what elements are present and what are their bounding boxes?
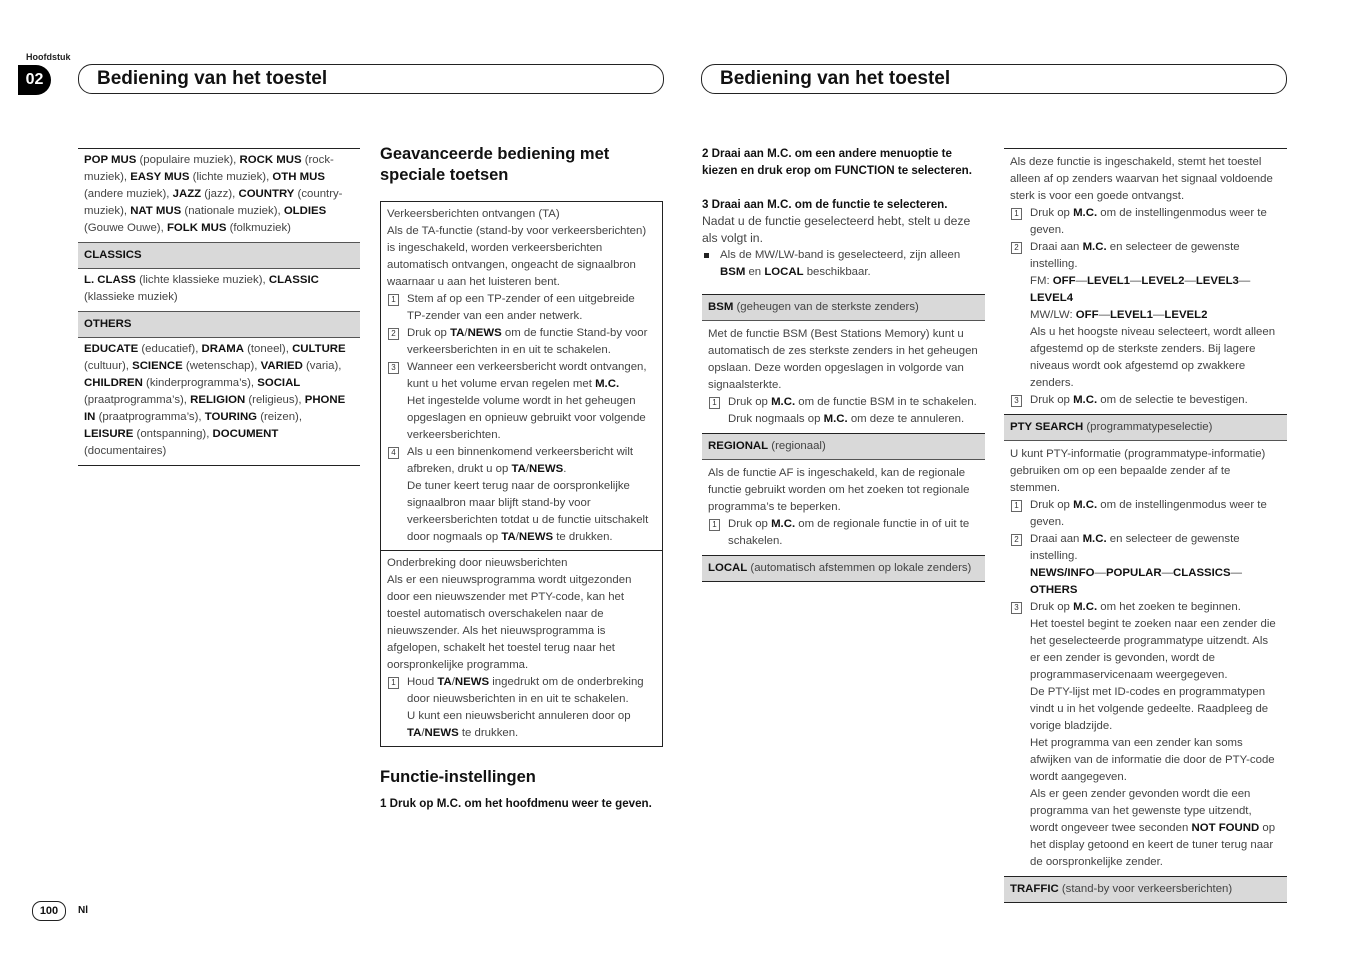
- numbered-step: [1010, 531, 1281, 599]
- band-note: Als de MW/LW-band is geselecteerd, zijn alleen BSM en LOCAL beschikbaar.: [702, 247, 985, 281]
- step-number-box: 3: [1011, 602, 1022, 614]
- info-box: [380, 201, 663, 747]
- numbered-step: [387, 325, 656, 359]
- bsm-table: [702, 294, 985, 582]
- step-text: Druk op M.C. om de selectie te bevestigen.: [1030, 394, 1248, 406]
- news-intro: Als er een nieuwsprogramma wordt uitgezonden door een nieuwszender met PTY-code, kan het toestel automatisch overschakelen naar de nieuwszender. Als het nieuwsprogramma is afgelopen, schakelt het toestel terug naar het oorspronkelijke programma.: [387, 574, 632, 671]
- step-number-box: 2: [1011, 534, 1022, 546]
- step-text: Druk op M.C. om de instellingenmodus weer te geven.: [1030, 499, 1267, 528]
- pty-header: PTY SEARCH (programmatypeselectie): [1004, 414, 1287, 441]
- chapter-number: 02: [18, 65, 51, 95]
- step-text: Wanneer een verkeersbericht wordt ontvangen, kunt u het volume ervan regelen met M.C. Het ingestelde volume wordt in het geheugen opgeslagen en opnieuw gebruikt voor volgende verkeersberichten.: [407, 361, 647, 441]
- step-1: 1 Druk op M.C. om het hoofdmenu weer te geven.: [380, 797, 652, 810]
- right-header-title: Bediening van het toestel: [720, 68, 951, 89]
- news-steps: [387, 674, 656, 742]
- news-section: [381, 550, 662, 746]
- step-number-box: 1: [388, 677, 399, 689]
- ta-intro: Als de TA-functie (stand-by voor verkeersberichten) is ingeschakeld, worden verkeersberichten automatisch ontvangen, ongeacht de signaalbron waarnaar u aan het luisteren bent.: [387, 225, 647, 288]
- step-number-box: 1: [388, 294, 399, 306]
- classics-row: L. CLASS (lichte klassieke muziek), CLASSIC (klassieke muziek): [84, 274, 319, 303]
- step-text: Druk op TA/NEWS om de functie Stand-by voor verkeersberichten in en uit te schakelen.: [407, 327, 648, 356]
- local-text: Als deze functie is ingeschakeld, stemt het toestel alleen af op zenders waarvan het signaal voldoende sterk is voor een goede ontvangst.: [1010, 156, 1273, 202]
- step-text: Stem af op een TP-zender of een uitgebreide TP-zender van een ander netwerk.: [407, 293, 635, 322]
- step-text: Houd TA/NEWS ingedrukt om de onderbreking door nieuwsberichten in en uit te schakelen. U kunt een nieuwsbericht annuleren door op TA/NEWS te drukken.: [407, 676, 644, 739]
- step-text: Druk op M.C. om het zoeken te beginnen. Het toestel begint te zoeken naar een zender die het geselecteerde programmatype uitzendt. Als er een zender is gevonden, wordt de programmaservicenaam weergegeven. De PTY-lijst met ID-codes en programmatypen vindt u in het volgende gedeelte. Raadpleeg de vorige bladzijde. Het programma van een zender kan soms afwijken van de informatie die door de PTY-code wordt aangegeven. Als er geen zender gevonden wordt die een programma van het gewenste type uitzendt, wordt ongeveer twee seconden NOT FOUND op het display getoond en keert de tuner terug naar de oorspronkelijke zender.: [1030, 601, 1276, 868]
- pty-body: [1004, 441, 1287, 876]
- local-pty-table: [1004, 148, 1287, 903]
- section-title-advanced: Geavanceerde bediening met speciale toetsen: [380, 145, 610, 184]
- step-3: 3 Draai aan M.C. om de functie te selecteren.: [702, 198, 948, 211]
- numbered-step: [1010, 497, 1281, 531]
- others-header: OTHERS: [78, 311, 360, 338]
- bsm-steps: [708, 394, 979, 428]
- section-title-function: Functie-instellingen: [380, 768, 536, 786]
- step-2: 2 Draai aan M.C. om een andere menuoptie te kiezen en druk erop om FUNCTION te selecteren.: [702, 147, 972, 177]
- left-header-bar: [78, 64, 664, 94]
- ta-title: Verkeersberichten ontvangen (TA): [387, 208, 560, 220]
- step-number-box: 4: [388, 447, 399, 459]
- numbered-step: [387, 444, 656, 546]
- numbered-step: [387, 291, 656, 325]
- step-text: Draai aan M.C. en selecteer de gewenste instelling. FM: OFF—LEVEL1—LEVEL2—LEVEL3—LEVEL4 MW/LW: OFF—LEVEL1—LEVEL2 Als u het hoogste niveau selecteert, wordt alleen afgestemd op de sterkste zenders. Bij lagere niveaus wordt ook afgestemd op zwakkere zenders.: [1030, 241, 1276, 389]
- regional-body: [702, 460, 985, 555]
- step-text: Druk op M.C. om de instellingenmodus weer te geven.: [1030, 207, 1267, 236]
- ta-steps: [387, 291, 656, 546]
- others-row: EDUCATE (educatief), DRAMA (toneel), CULTURE (cultuur), SCIENCE (wetenschap), VARIED (varia), CHILDREN (kinderprogramma’s), SOCIAL (praatprogramma’s), RELIGION (religieus), PHONE IN (praatprogramma’s), TOURING (reizen), LEISURE (ontspanning), DOCUMENT (documentaires): [84, 343, 346, 457]
- step-text: Draai aan M.C. en selecteer de gewenste instelling. NEWS/INFO—POPULAR—CLASSICS—OTHERS: [1030, 533, 1243, 596]
- numbered-step: [1010, 239, 1281, 392]
- step-text: Druk op M.C. om de regionale functie in of uit te schakelen.: [728, 518, 970, 547]
- bsm-text: Met de functie BSM (Best Stations Memory) kunt u automatisch de zes sterkste zenders in het geheugen opslaan. Deze worden opgeslagen in volgorde van signaalsterkte.: [708, 328, 978, 391]
- column-local-pty: [1004, 148, 1287, 903]
- ta-section: [381, 202, 662, 550]
- local-header: LOCAL (automatisch afstemmen op lokale zenders): [702, 555, 985, 581]
- classics-header: CLASSICS: [78, 242, 360, 269]
- step-number-box: 1: [709, 397, 720, 409]
- left-header-title: Bediening van het toestel: [97, 68, 328, 89]
- numbered-step: [387, 674, 656, 742]
- pty-steps: [1010, 497, 1281, 871]
- pty-genre-table: [78, 148, 360, 466]
- numbered-step: [387, 359, 656, 444]
- step-number-box: 3: [1011, 395, 1022, 407]
- language-code: Nl: [78, 905, 88, 916]
- chapter-label: Hoofdstuk: [26, 52, 71, 62]
- step-text: Als u een binnenkomend verkeersbericht wilt afbreken, drukt u op TA/NEWS. De tuner keert terug naar de oorspronkelijke signaalbron maar blijft stand-by voor verkeersberichten totdat u de functie uitschakelt door nogmaals op TA/NEWS te drukken.: [407, 446, 649, 543]
- column-advanced-operation: [380, 144, 663, 812]
- step-number-box: 1: [1011, 500, 1022, 512]
- local-steps: [1010, 205, 1281, 409]
- regional-text: Als de functie AF is ingeschakeld, kan de regionale functie gebruikt worden om het zoeken tot regionale programma’s te beperken.: [708, 467, 970, 513]
- bsm-body: [702, 321, 985, 433]
- numbered-step: [708, 516, 979, 550]
- regional-steps: [708, 516, 979, 550]
- numbered-step: [1010, 392, 1281, 409]
- step-number-box: 3: [388, 362, 399, 374]
- regional-header: REGIONAL (regionaal): [702, 433, 985, 460]
- step-number-box: 2: [1011, 242, 1022, 254]
- column-function-steps: [702, 145, 985, 582]
- local-body: [1004, 149, 1287, 414]
- numbered-step: [708, 394, 979, 428]
- numbered-step: [1010, 599, 1281, 871]
- step-text: Druk op M.C. om de functie BSM in te schakelen. Druk nogmaals op M.C. om deze te annuleren.: [728, 396, 977, 425]
- pty-text: U kunt PTY-informatie (programmatype-informatie) gebruiken om op een bepaalde zender af te stemmen.: [1010, 448, 1266, 494]
- news-title: Onderbreking door nieuwsberichten: [387, 557, 568, 569]
- right-header-bar: [701, 64, 1287, 94]
- page-number: 100: [32, 901, 66, 921]
- step-number-box: 2: [388, 328, 399, 340]
- step-3-text: Nadat u de functie geselecteerd hebt, stelt u deze als volgt in.: [702, 214, 971, 245]
- step-number-box: 1: [1011, 208, 1022, 220]
- step-number-box: 1: [709, 519, 720, 531]
- bsm-header: BSM (geheugen van de sterkste zenders): [702, 294, 985, 321]
- popular-row: POP MUS (populaire muziek), ROCK MUS (rock-muziek), EASY MUS (lichte muziek), OTH MUS (andere muziek), JAZZ (jazz), COUNTRY (country-muziek), NAT MUS (nationale muziek), OLDIES (Gouwe Ouwe), FOLK MUS (folkmuziek): [84, 154, 343, 234]
- numbered-step: [1010, 205, 1281, 239]
- traffic-header: TRAFFIC (stand-by voor verkeersberichten): [1004, 876, 1287, 902]
